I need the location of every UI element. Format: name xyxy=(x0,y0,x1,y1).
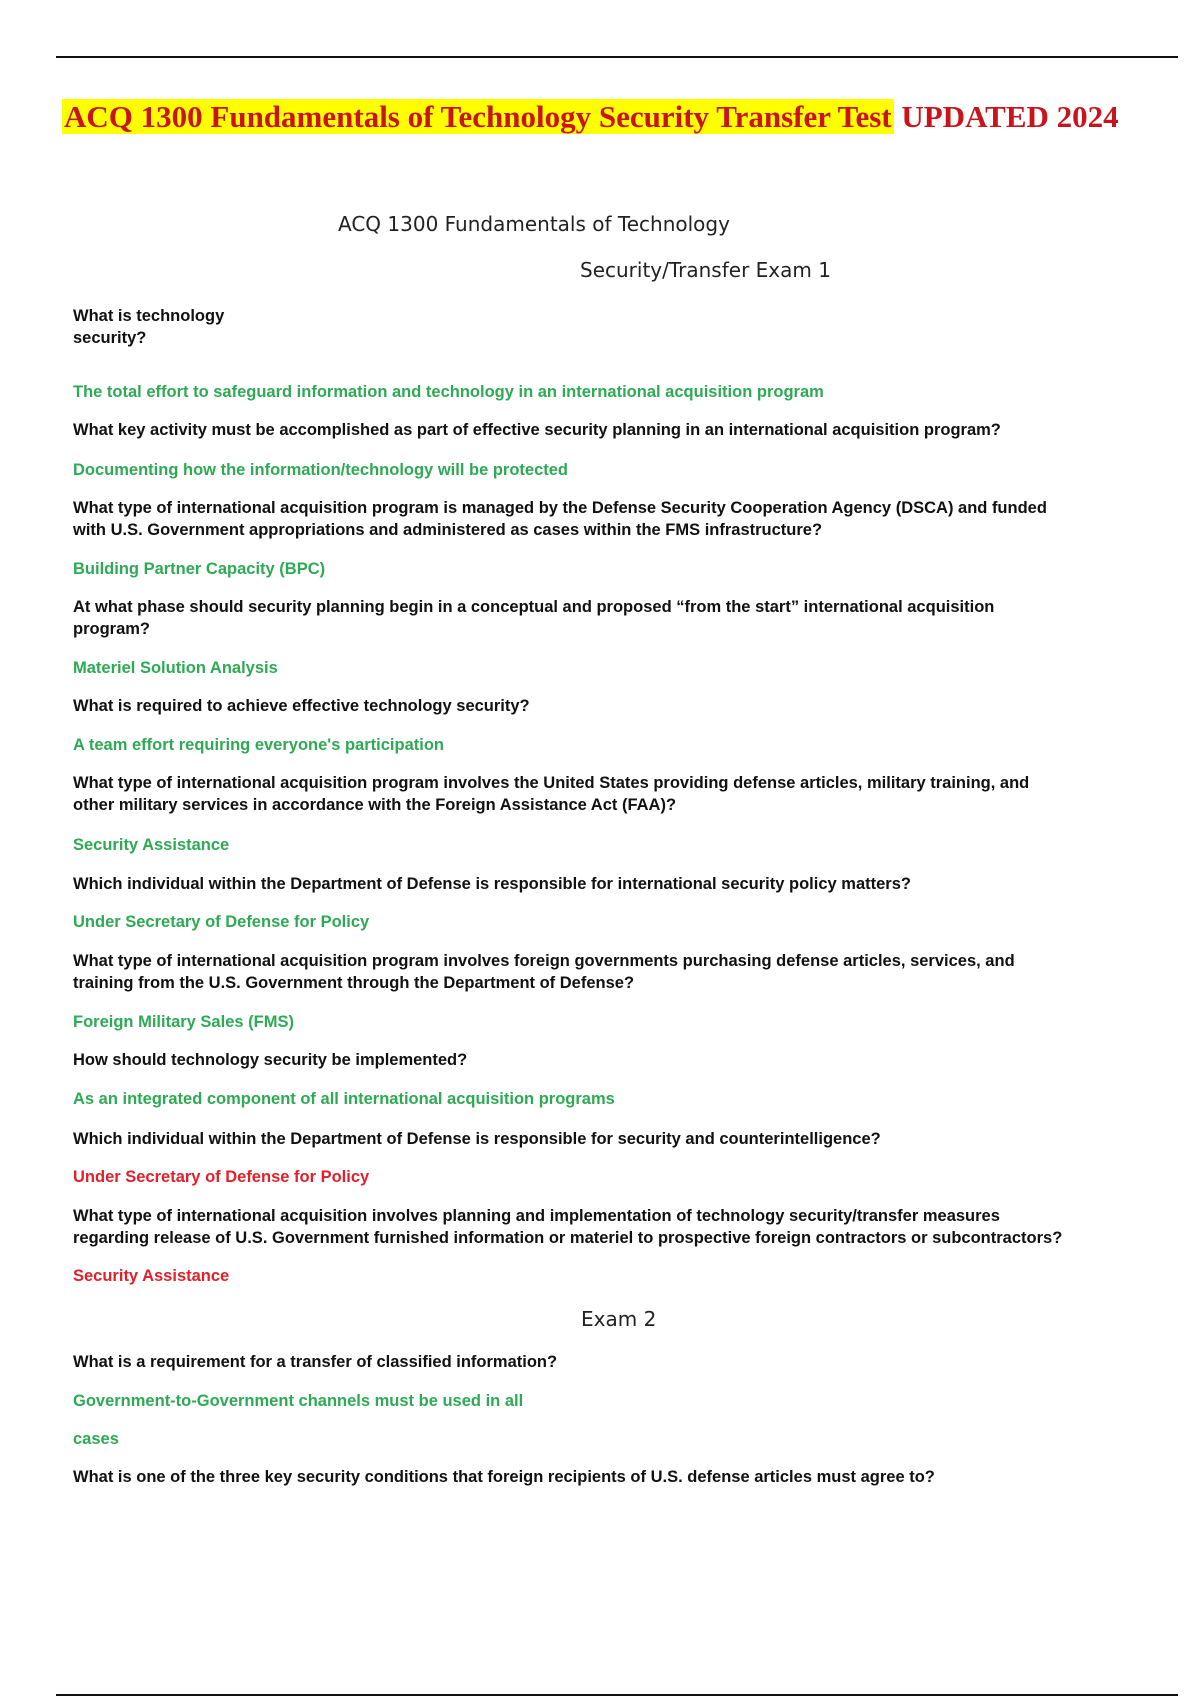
top-rule xyxy=(56,56,1178,58)
answer: Documenting how the information/technology will be protected xyxy=(73,461,569,479)
qa-item xyxy=(73,305,1173,349)
answer-cont: cases xyxy=(73,1430,119,1448)
question: What key activity must be accomplished as part of effective security planning in an international acquisition program? xyxy=(73,421,1001,439)
exam2-heading: Exam 2 xyxy=(581,1307,657,1331)
answer: Foreign Military Sales (FMS) xyxy=(73,1013,294,1031)
title-highlighted: ACQ 1300 Fundamentals of Technology Security Transfer Test xyxy=(64,99,892,134)
title-updated: UPDATED 2024 xyxy=(901,99,1119,134)
subheading-line1: ACQ 1300 Fundamentals of Technology xyxy=(338,212,730,236)
qa-item xyxy=(73,950,1173,994)
question: What is required to achieve effective technology security? xyxy=(73,697,530,715)
question-cont: training from the U.S. Government through the Department of Defense? xyxy=(73,974,635,992)
question-cont: program? xyxy=(73,620,151,638)
question: Which individual within the Department of Defense is responsible for international security policy matters? xyxy=(73,875,911,893)
question: What is technology xyxy=(73,307,225,325)
question: What type of international acquisition program is managed by the Defense Security Cooperation Agency (DSCA) and funded xyxy=(73,499,1047,517)
subheading-line2: Security/Transfer Exam 1 xyxy=(580,258,831,282)
qa-item xyxy=(73,1205,1173,1249)
answer: Building Partner Capacity (BPC) xyxy=(73,560,326,578)
question: What is one of the three key security conditions that foreign recipients of U.S. defense articles must agree to? xyxy=(73,1468,935,1486)
answer: Under Secretary of Defense for Policy xyxy=(73,913,370,931)
question: What type of international acquisition involves planning and implementation of technology security/transfer measures xyxy=(73,1207,1000,1225)
question: Which individual within the Department of Defense is responsible for security and counterintelligence? xyxy=(73,1130,881,1148)
answer: Under Secretary of Defense for Policy xyxy=(73,1168,370,1186)
answer: Security Assistance xyxy=(73,836,230,854)
bottom-rule xyxy=(56,1694,1178,1696)
question: What type of international acquisition program involves the United States providing defense articles, military training, and xyxy=(73,774,1030,792)
answer: Government-to-Government channels must be used in all xyxy=(73,1392,524,1410)
question: What type of international acquisition program involves foreign governments purchasing defense articles, services, and xyxy=(73,952,1015,970)
question: How should technology security be implemented? xyxy=(73,1051,468,1069)
answer: Security Assistance xyxy=(73,1267,230,1285)
qa-item xyxy=(73,497,1173,541)
answer: As an integrated component of all international acquisition programs xyxy=(73,1090,615,1108)
question: What is a requirement for a transfer of classified information? xyxy=(73,1353,558,1371)
question: At what phase should security planning begin in a conceptual and proposed “from the start” international acquisition xyxy=(73,598,995,616)
answer: The total effort to safeguard information and technology in an international acquisition program xyxy=(73,383,824,401)
answer: Materiel Solution Analysis xyxy=(73,659,278,677)
qa-item xyxy=(73,772,1173,816)
question-cont: other military services in accordance with the Foreign Assistance Act (FAA)? xyxy=(73,796,677,814)
document-title xyxy=(62,98,1119,135)
question-cont: with U.S. Government appropriations and administered as cases within the FMS infrastructure? xyxy=(73,521,823,539)
question-cont: regarding release of U.S. Government furnished information or materiel to prospective foreign contractors or subcontractors? xyxy=(73,1229,1063,1247)
qa-item xyxy=(73,596,1173,640)
answer: A team effort requiring everyone's participation xyxy=(73,736,444,754)
question-cont: security? xyxy=(73,329,147,347)
